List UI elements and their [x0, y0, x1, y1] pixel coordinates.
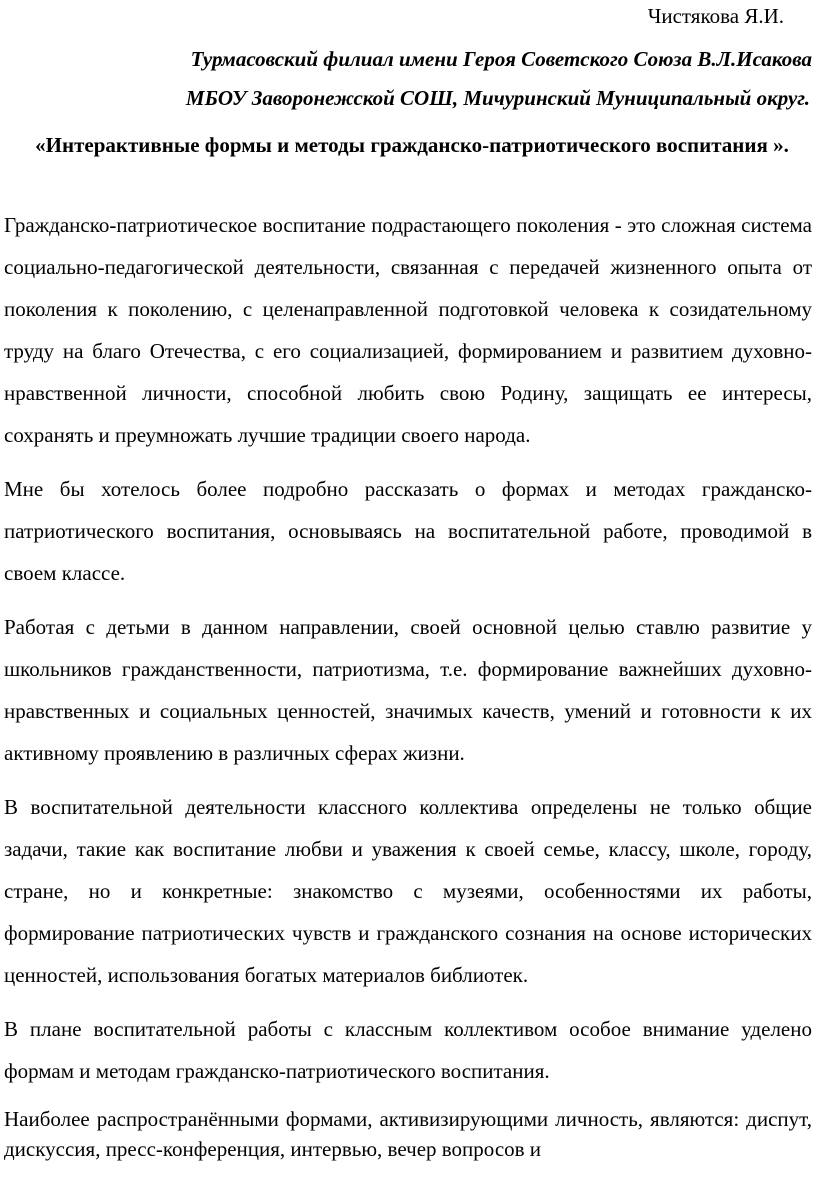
- affiliation-line-1: Турмасовский филиал имени Героя Советского Союза В.Л.Исакова: [190, 47, 812, 71]
- paragraph-2: Мне бы хотелось более подробно рассказать о формах и методах гражданско-патриотического воспитания, основываясь на воспитательной работе, проводимой в своем классе.: [4, 477, 812, 585]
- paragraph-3: Работая с детьми в данном направлении, своей основной целью ставлю развитие у школьников гражданственности, патриотизма, т.е. формирование важнейших духовно-нравственных и социальных ценностей, значимых качеств, умений и готовности к их активному проявлению в различных сферах жизни.: [4, 615, 812, 765]
- paragraph-6: Наиболее распространёнными формами, активизирующими личность, являются: диспут, дискуссия, пресс-конференция, интервью, вечер вопросов и: [4, 1107, 812, 1161]
- document-body: [4, 204, 812, 1176]
- author-name: Чистякова Я.И.: [647, 4, 784, 28]
- paragraph-5: В плане воспитательной работы с классным коллективом особое внимание уделено формам и методам гражданско-патриотического воспитания.: [4, 1017, 812, 1083]
- affiliation-line-2: МБОУ Заворонежской СОШ, Мичуринский Муниципальный округ.: [185, 86, 810, 110]
- document-title: «Интерактивные формы и методы гражданско-патриотического воспитания ».: [35, 133, 789, 157]
- paragraph-1: Гражданско-патриотическое воспитание подрастающего поколения - это сложная система социально-педагогической деятельности, связанная с передачей жизненного опыта от поколения к поколению, с целенаправленной подготовкой человека к созидательному труду на благо Отечества, с его социализацией, формированием и развитием духовно-нравственной личности, способной любить свою Родину, защищать ее интересы, сохранять и преумножать лучшие традиции своего народа.: [4, 213, 812, 447]
- paragraph-4: В воспитательной деятельности классного коллектива определены не только общие задачи, такие как воспитание любви и уважения к своей семье, классу, школе, городу, стране, но и конкретные: знакомство с музеями, особенностями их работы, формирование патриотических чувств и гражданского сознания на основе исторических ценностей, использования богатых материалов библиотек.: [4, 795, 812, 987]
